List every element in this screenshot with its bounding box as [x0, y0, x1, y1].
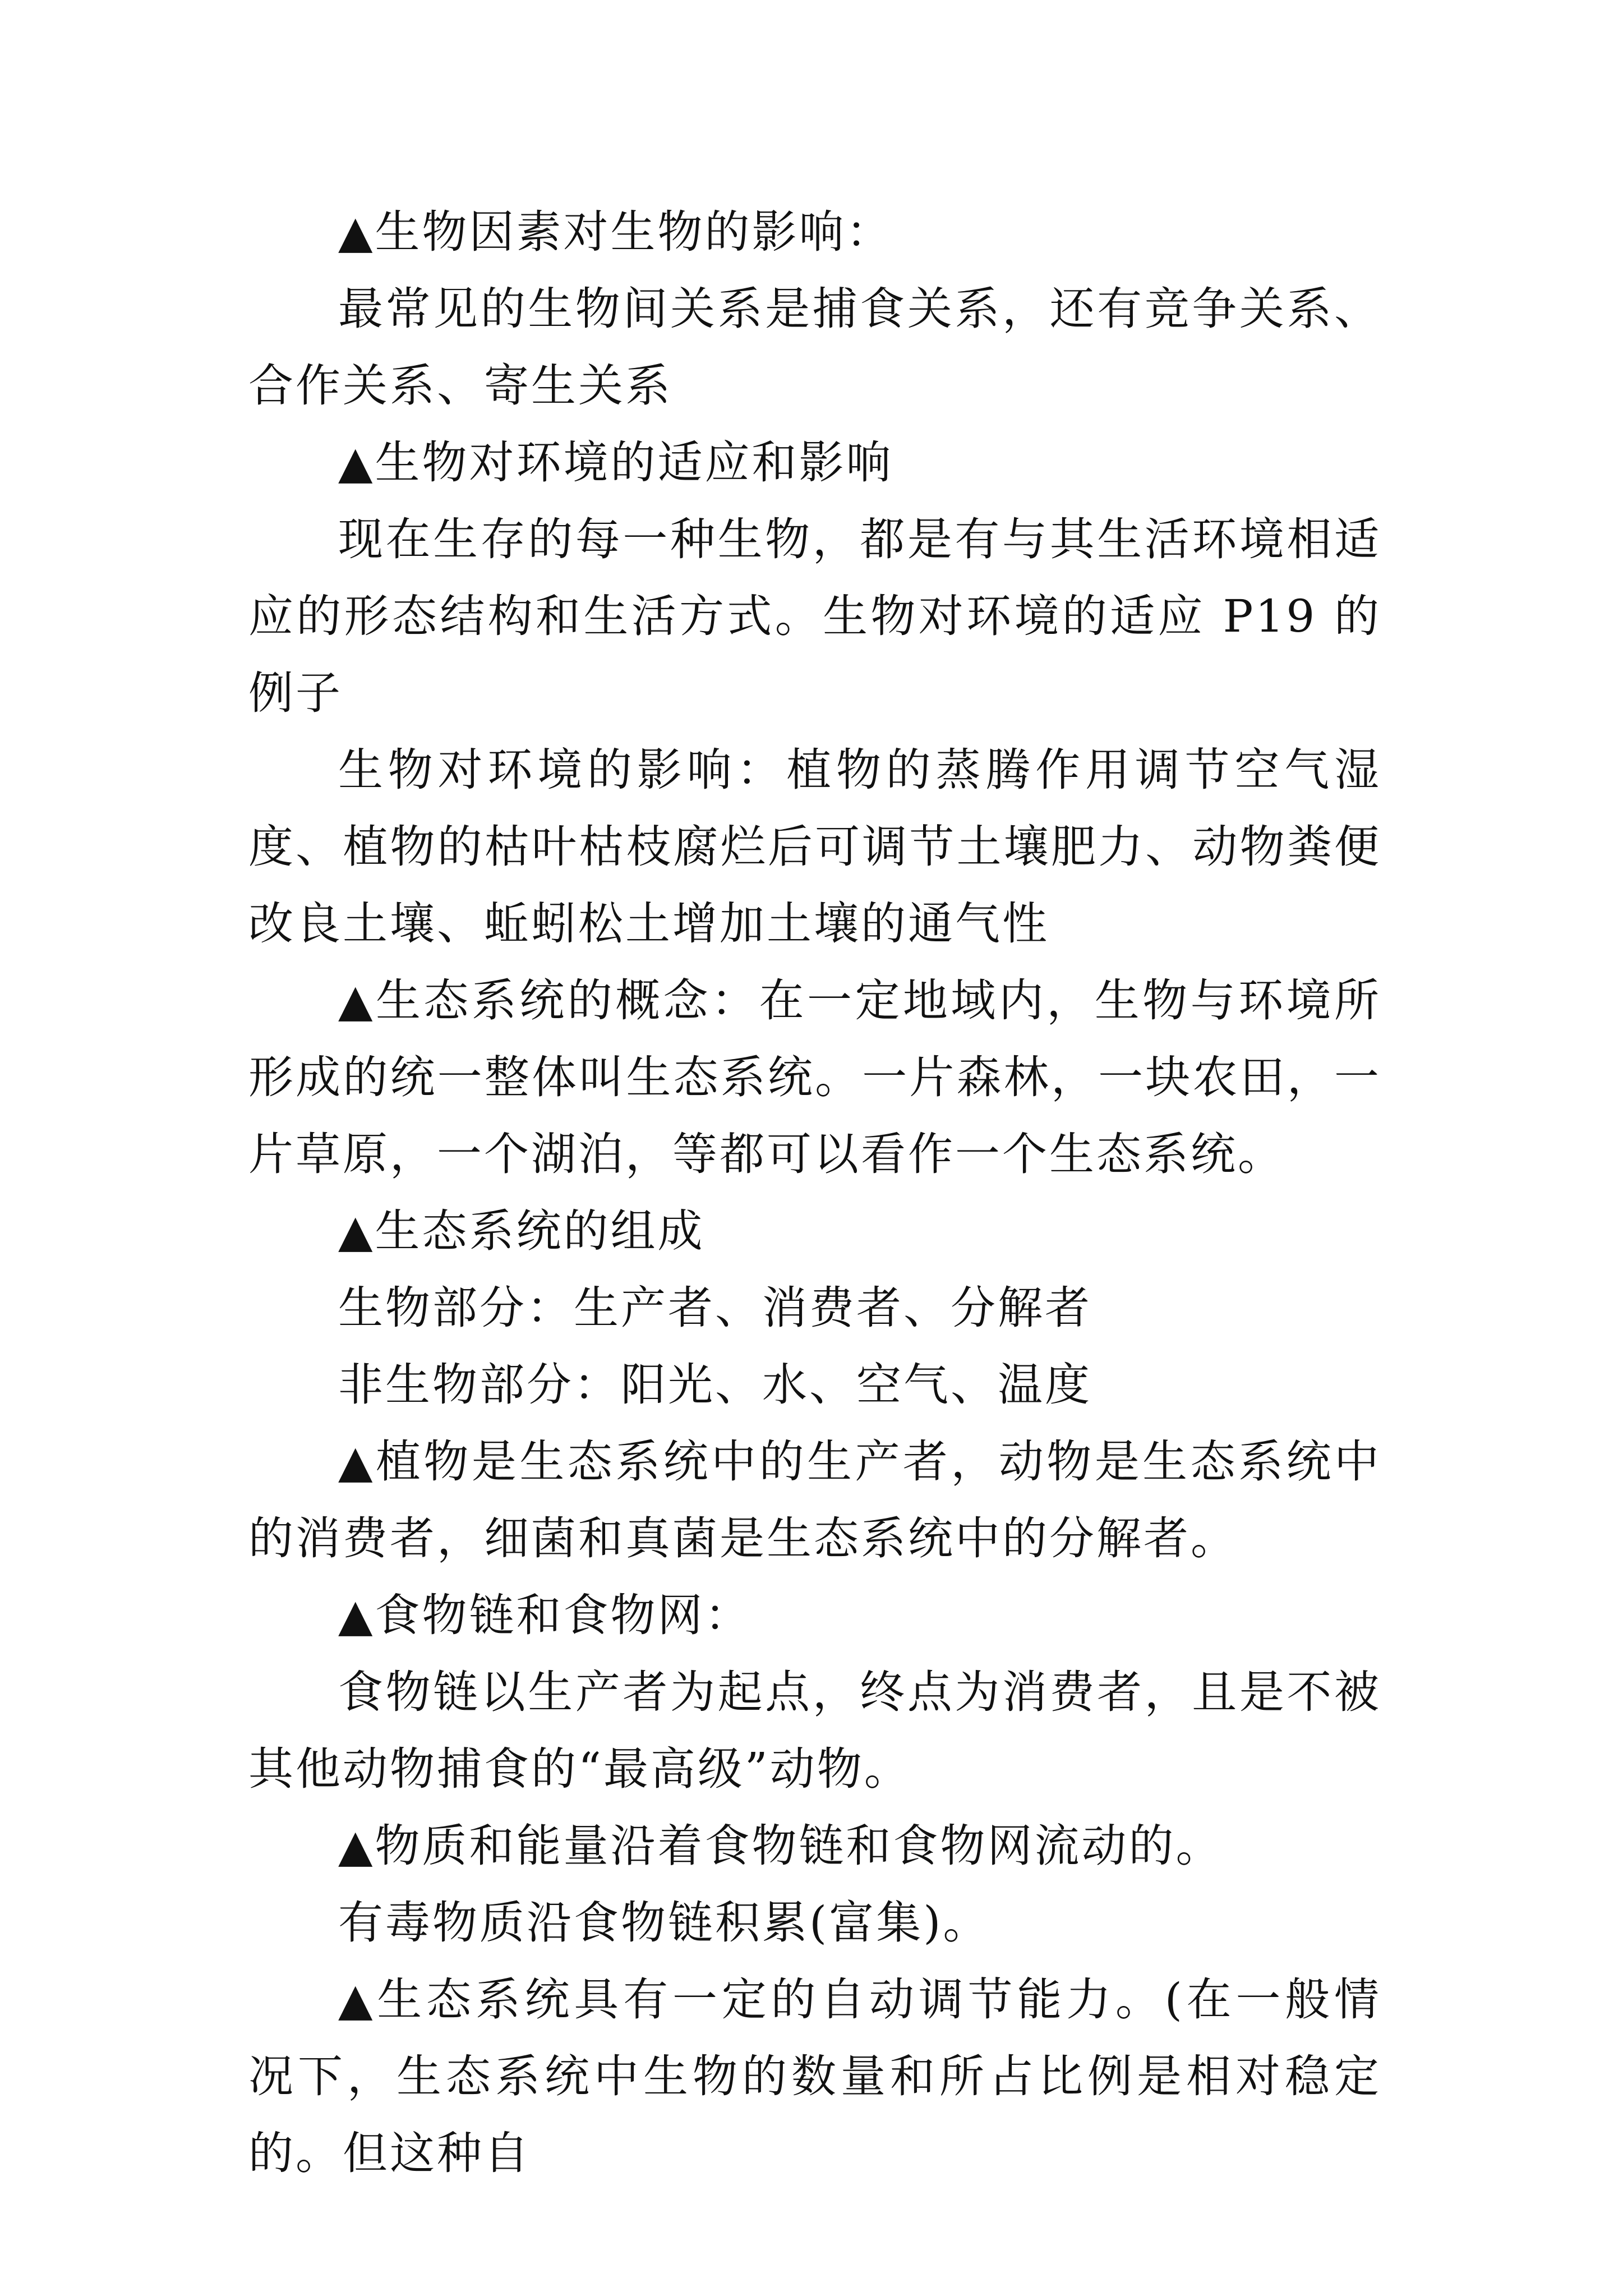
paragraph-food-chain: 食物链以生产者为起点，终点为消费者，且是不被其他动物捕食的“最高级”动物。 [248, 1666, 1381, 1795]
heading-adaptation: ▲生物对环境的适应和影响 [338, 436, 893, 489]
paragraph-abiotic-parts: 非生物部分：阳光、水、空气、温度 [338, 1359, 1092, 1411]
paragraph-ecosystem-concept: ▲生态系统的概念：在一定地域内，生物与环境所形成的统一整体叫生态系统。一片森林，一块农田，一片草原，一个湖泊，等都可以看作一个生态系统。 [248, 974, 1381, 1180]
paragraph-roles: ▲植物是生态系统中的生产者，动物是生态系统中的消费者，细菌和真菌是生态系统中的分解者。 [248, 1435, 1381, 1565]
paragraph-biotic-parts: 生物部分：生产者、消费者、分解者 [338, 1282, 1092, 1334]
paragraph-energy-flow: ▲物质和能量沿着食物链和食物网流动的。 [338, 1820, 1223, 1872]
heading-biotic-factors: ▲生物因素对生物的影响： [338, 206, 893, 258]
heading-ecosystem-composition: ▲生态系统的组成 [338, 1205, 705, 1257]
paragraph-relationships: 最常见的生物间关系是捕食关系，还有竞争关系、合作关系、寄生关系 [248, 283, 1381, 412]
paragraph-toxin-accumulation: 有毒物质沿食物链积累(富集)。 [338, 1897, 990, 1949]
document-body [248, 194, 1381, 2192]
heading-food-chain: ▲食物链和食物网： [338, 1589, 752, 1641]
paragraph-influence: 生物对环境的影响：植物的蒸腾作用调节空气湿度、植物的枯叶枯枝腐烂后可调节土壤肥力、动物粪便改良土壤、蚯蚓松土增加土壤的通气性 [248, 744, 1381, 950]
paragraph-self-regulation: ▲生态系统具有一定的自动调节能力。(在一般情况下，生态系统中生物的数量和所占比例是相对稳定的。但这种自 [248, 1973, 1381, 2179]
paragraph-adaptation: 现在生存的每一种生物，都是有与其生活环境相适应的形态结构和生活方式。生物对环境的适应 P19 的例子 [248, 513, 1381, 719]
